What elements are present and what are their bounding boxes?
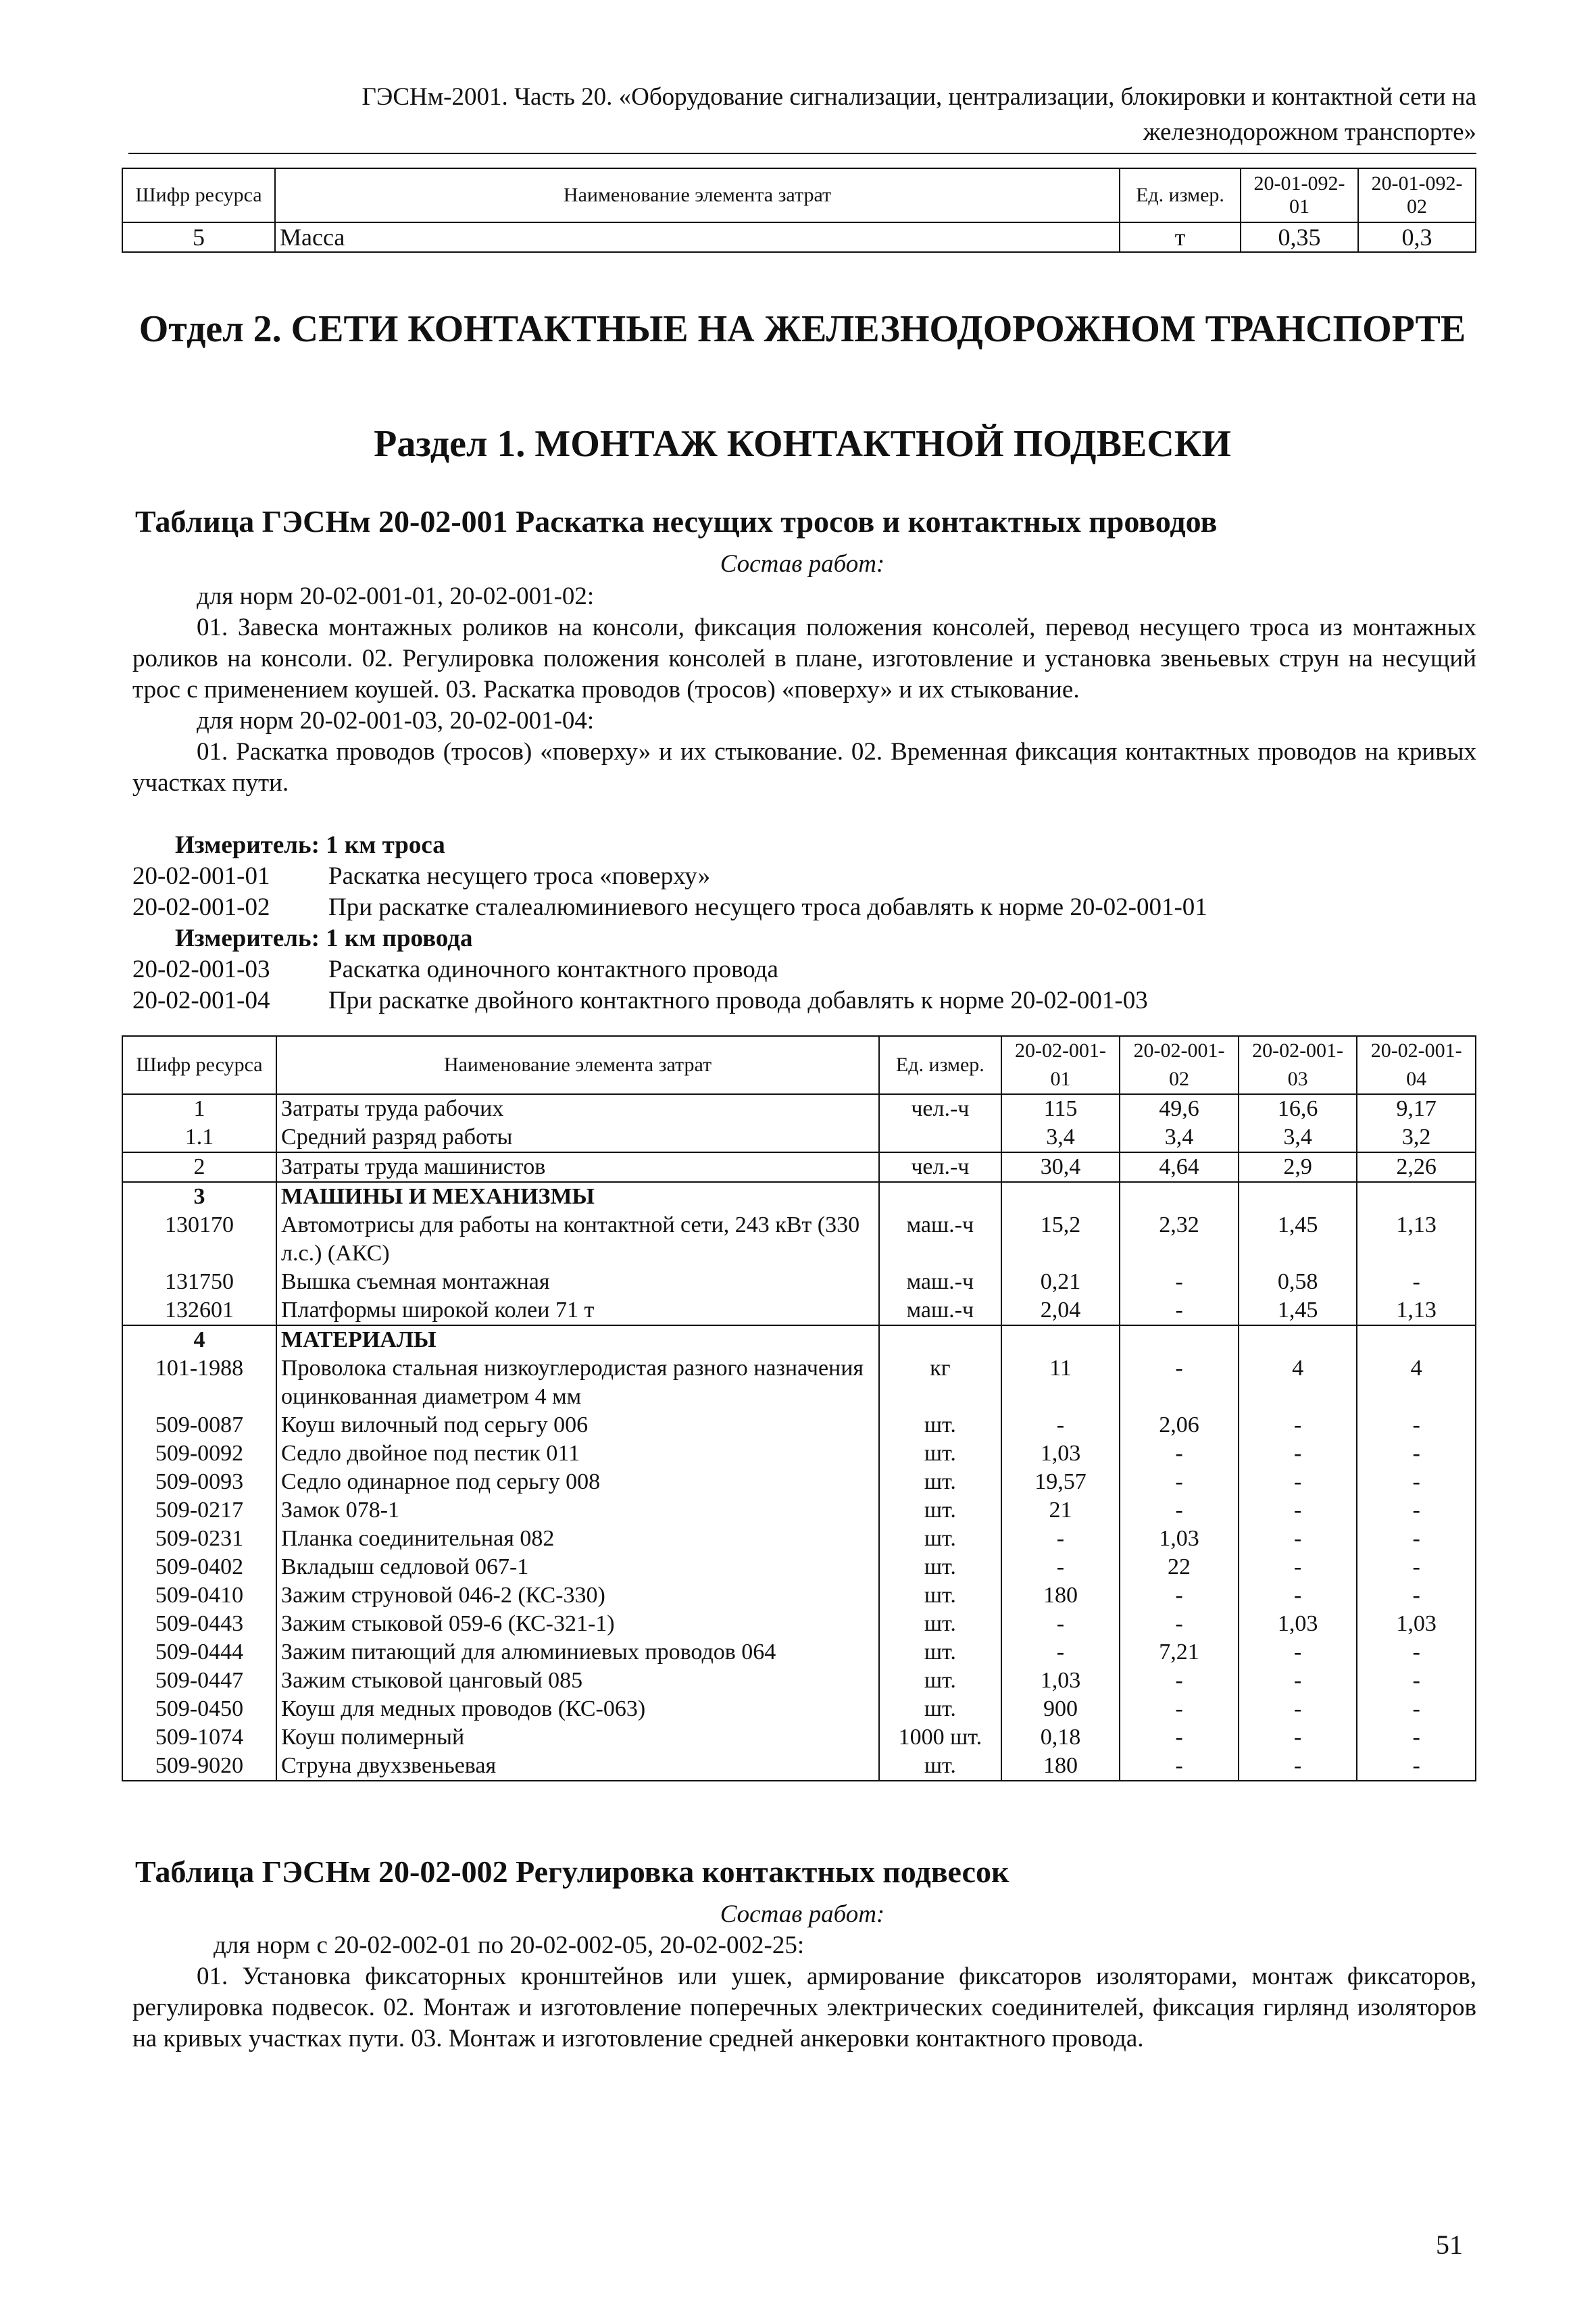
cell-value: 1,45 xyxy=(1239,1211,1357,1268)
cell-value: - xyxy=(1239,1667,1357,1695)
table-row xyxy=(122,1325,1476,1354)
col-name-header: Наименование элемента затрат xyxy=(275,168,1120,222)
cell-name: Зажим питающий для алюминиевых проводов 064 xyxy=(276,1638,879,1667)
cell-value: - xyxy=(1120,1439,1239,1468)
table-row xyxy=(122,1496,1476,1525)
cell-value: 900 xyxy=(1001,1695,1120,1723)
cell-value: - xyxy=(1357,1667,1476,1695)
cell-value: - xyxy=(1239,1581,1357,1610)
cell-empty xyxy=(1239,1182,1357,1211)
cell-value: 0,21 xyxy=(1001,1268,1120,1296)
cell-code: 130170 xyxy=(122,1211,276,1268)
cell-group-heading: МАТЕРИАЛЫ xyxy=(276,1325,879,1354)
cell-group-heading: МАШИНЫ И МЕХАНИЗМЫ xyxy=(276,1182,879,1211)
cell-value: 2,04 xyxy=(1001,1296,1120,1325)
cell-name: Зажим стыковой цанговый 085 xyxy=(276,1667,879,1695)
cell-value: - xyxy=(1357,1468,1476,1496)
cell-code: 509-1074 xyxy=(122,1723,276,1752)
cell-unit: чел.-ч xyxy=(879,1094,1001,1123)
cell-value: - xyxy=(1120,1268,1239,1296)
cell-value: - xyxy=(1357,1268,1476,1296)
cell-value: 4,64 xyxy=(1120,1152,1239,1182)
cell-code: 509-0443 xyxy=(122,1610,276,1638)
measure-label: Измеритель: 1 км провода xyxy=(175,925,473,952)
cell-value: 1,03 xyxy=(1120,1525,1239,1553)
cell-code: 4 xyxy=(122,1325,276,1354)
cell-value: - xyxy=(1120,1468,1239,1496)
running-header xyxy=(128,80,1476,150)
cell-name: Коуш полимерный xyxy=(276,1723,879,1752)
table2-works-1: 01. Установка фиксаторных кронштейнов или ушек, армирование фиксаторов изоляторами, монтаж фиксаторов, регулировка подвесок. 02. Монтаж и изготовление поперечных электрических соединителей, фиксация гирлянд изоляторов на кривых участках пути. 03. Монтаж и изготовление средней анкеровки контактного провода. xyxy=(132,1963,1476,2052)
cell-unit: шт. xyxy=(879,1439,1001,1468)
cell-value: 1,03 xyxy=(1357,1610,1476,1638)
cell-value: - xyxy=(1239,1411,1357,1439)
cell-unit: маш.-ч xyxy=(879,1296,1001,1325)
cell-value: - xyxy=(1357,1638,1476,1667)
cell-value: - xyxy=(1357,1723,1476,1752)
table-row xyxy=(122,1123,1476,1152)
cell-empty xyxy=(1120,1325,1239,1354)
table1-for-norms-2: для норм 20-02-001-03, 20-02-001-04: xyxy=(197,707,595,735)
norm-code: 20-02-001-03 xyxy=(132,956,270,983)
cell-code: 1.1 xyxy=(122,1123,276,1152)
table1-for-norms-1: для норм 20-02-001-01, 20-02-001-02: xyxy=(197,583,595,610)
cell-value: - xyxy=(1120,1610,1239,1638)
norm-code: 20-02-001-04 xyxy=(132,987,270,1014)
col-code-header: Шифр ресурса xyxy=(122,1036,276,1094)
cell-value: - xyxy=(1001,1638,1120,1667)
cell-value: - xyxy=(1120,1296,1239,1325)
cell-value: 3,2 xyxy=(1357,1123,1476,1152)
cell-code: 509-0093 xyxy=(122,1468,276,1496)
mass-table xyxy=(122,168,1476,253)
cell-value: - xyxy=(1239,1695,1357,1723)
cell-value: 3,4 xyxy=(1239,1123,1357,1152)
cell-value: 3,4 xyxy=(1120,1123,1239,1152)
cell-value: 2,32 xyxy=(1120,1211,1239,1268)
cell-unit: кг xyxy=(879,1354,1001,1411)
cell-value: 2,26 xyxy=(1357,1152,1476,1182)
cell-value: - xyxy=(1120,1723,1239,1752)
table-row xyxy=(122,1553,1476,1581)
cell-empty xyxy=(1239,1325,1357,1354)
norm-line xyxy=(132,954,1476,985)
cell-value: - xyxy=(1357,1581,1476,1610)
cell-value: - xyxy=(1120,1695,1239,1723)
cell-value: 2,06 xyxy=(1120,1411,1239,1439)
cell-code: 509-0217 xyxy=(122,1496,276,1525)
department-title: Отдел 2. СЕТИ КОНТАКТНЫЕ НА ЖЕЛЕЗНОДОРОЖНОМ ТРАНСПОРТЕ xyxy=(139,308,1466,350)
col-unit-header: Ед. измер. xyxy=(879,1036,1001,1094)
cell-code: 509-0450 xyxy=(122,1695,276,1723)
cell-value: 30,4 xyxy=(1001,1152,1120,1182)
table2-for-norms-1: для норм с 20-02-002-01 по 20-02-002-05, 20-02-002-25: xyxy=(214,1931,805,1959)
cell-name: Струна двухзвеньевая xyxy=(276,1752,879,1781)
cell-empty xyxy=(1001,1325,1120,1354)
table-row xyxy=(122,222,1476,252)
cell-empty xyxy=(1120,1182,1239,1211)
cell-name: Вкладыш седловой 067-1 xyxy=(276,1553,879,1581)
table-row xyxy=(122,1610,1476,1638)
cell-value: - xyxy=(1239,1638,1357,1667)
cell-value: - xyxy=(1239,1496,1357,1525)
col-norm-header: 20-02-001-04 xyxy=(1357,1036,1476,1094)
section-title: Раздел 1. МОНТАЖ КОНТАКТНОЙ ПОДВЕСКИ xyxy=(374,423,1231,465)
cell-empty xyxy=(879,1182,1001,1211)
table-row xyxy=(122,1354,1476,1411)
cell-value: - xyxy=(1239,1468,1357,1496)
col-unit-header: Ед. измер. xyxy=(1120,168,1241,222)
cell-code: 1 xyxy=(122,1094,276,1123)
cell-value: 4 xyxy=(1357,1354,1476,1411)
cell-value: 115 xyxy=(1001,1094,1120,1123)
cell-code: 5 xyxy=(122,222,275,252)
cell-unit: шт. xyxy=(879,1553,1001,1581)
resource-table xyxy=(122,1035,1476,1781)
cell-empty xyxy=(1001,1182,1120,1211)
cell-unit: шт. xyxy=(879,1496,1001,1525)
norm-line xyxy=(132,892,1476,923)
cell-value: - xyxy=(1001,1525,1120,1553)
cell-name: Замок 078-1 xyxy=(276,1496,879,1525)
cell-empty xyxy=(1357,1325,1476,1354)
cell-value: 0,35 xyxy=(1241,222,1358,252)
cell-name: Средний разряд работы xyxy=(276,1123,879,1152)
cell-name: Седло двойное под пестик 011 xyxy=(276,1439,879,1468)
col-norm-header: 20-01-092-02 xyxy=(1358,168,1476,222)
norm-text: При раскатке сталеалюминиевого несущего троса добавлять к норме 20-02-001-01 xyxy=(328,893,1207,921)
cell-name: Вышка съемная монтажная xyxy=(276,1268,879,1296)
cell-code: 509-9020 xyxy=(122,1752,276,1781)
cell-value: 4 xyxy=(1239,1354,1357,1411)
cell-value: 49,6 xyxy=(1120,1094,1239,1123)
cell-value: 1,03 xyxy=(1001,1439,1120,1468)
cell-value: - xyxy=(1239,1525,1357,1553)
cell-unit: шт. xyxy=(879,1638,1001,1667)
cell-empty xyxy=(879,1325,1001,1354)
table1-title: Таблица ГЭСНм 20-02-001 Раскатка несущих тросов и контактных проводов xyxy=(135,504,1218,539)
cell-code: 2 xyxy=(122,1152,276,1182)
norm-text: При раскатке двойного контактного провода добавлять к норме 20-02-001-03 xyxy=(328,987,1148,1014)
cell-value: - xyxy=(1001,1411,1120,1439)
table-row xyxy=(122,1468,1476,1496)
table-row xyxy=(122,1182,1476,1211)
cell-value: 21 xyxy=(1001,1496,1120,1525)
cell-code: 509-0402 xyxy=(122,1553,276,1581)
cell-code: 509-0231 xyxy=(122,1525,276,1553)
cell-name: Коуш вилочный под серьгу 006 xyxy=(276,1411,879,1439)
cell-value: 1,03 xyxy=(1239,1610,1357,1638)
table1-works-2: 01. Раскатка проводов (тросов) «поверху» и их стыкование. 02. Временная фиксация контактных проводов на кривых участках пути. xyxy=(132,738,1476,797)
norm-code: 20-02-001-02 xyxy=(132,893,270,921)
table-row xyxy=(122,1152,1476,1182)
norm-line xyxy=(132,861,1476,892)
table-row xyxy=(122,1525,1476,1553)
cell-value: - xyxy=(1239,1439,1357,1468)
cell-value: - xyxy=(1120,1667,1239,1695)
cell-code: 131750 xyxy=(122,1268,276,1296)
cell-value: 1,03 xyxy=(1001,1667,1120,1695)
table2-work-description xyxy=(132,1930,1476,2054)
cell-name: Затраты труда машинистов xyxy=(276,1152,879,1182)
cell-empty xyxy=(1357,1182,1476,1211)
cell-value: 1,13 xyxy=(1357,1211,1476,1268)
cell-value: 3,4 xyxy=(1001,1123,1120,1152)
cell-value: 19,57 xyxy=(1001,1468,1120,1496)
cell-unit: шт. xyxy=(879,1525,1001,1553)
cell-name: Проволока стальная низкоуглеродистая разного назначения оцинкованная диаметром 4 мм xyxy=(276,1354,879,1411)
table-row xyxy=(122,1581,1476,1610)
col-norm-header: 20-02-001-01 xyxy=(1001,1036,1120,1094)
cell-value: 0,58 xyxy=(1239,1268,1357,1296)
cell-value: - xyxy=(1120,1354,1239,1411)
cell-name: Масса xyxy=(275,222,1120,252)
cell-unit: маш.-ч xyxy=(879,1211,1001,1268)
norm-text: Раскатка несущего троса «поверху» xyxy=(328,862,711,890)
cell-value: 9,17 xyxy=(1357,1094,1476,1123)
cell-value: - xyxy=(1239,1553,1357,1581)
cell-unit: чел.-ч xyxy=(879,1152,1001,1182)
cell-value: - xyxy=(1001,1553,1120,1581)
cell-name: Автомотрисы для работы на контактной сети, 243 кВт (330 л.с.) (АКС) xyxy=(276,1211,879,1268)
col-norm-header: 20-01-092-01 xyxy=(1241,168,1358,222)
cell-name: Планка соединительная 082 xyxy=(276,1525,879,1553)
cell-value: - xyxy=(1001,1610,1120,1638)
cell-code: 509-0092 xyxy=(122,1439,276,1468)
cell-value: 1,45 xyxy=(1239,1296,1357,1325)
table2-title: Таблица ГЭСНм 20-02-002 Регулировка контактных подвесок xyxy=(135,1854,1009,1889)
cell-code: 509-0444 xyxy=(122,1638,276,1667)
cell-value: - xyxy=(1357,1496,1476,1525)
measure-label: Измеритель: 1 км троса xyxy=(175,831,445,859)
cell-value: - xyxy=(1357,1752,1476,1781)
cell-value: 180 xyxy=(1001,1752,1120,1781)
running-header-line2: железнодорожном транспорте» xyxy=(1143,118,1476,146)
cell-code: 132601 xyxy=(122,1296,276,1325)
col-name-header: Наименование элемента затрат xyxy=(276,1036,879,1094)
cell-unit xyxy=(879,1123,1001,1152)
col-norm-header: 20-02-001-03 xyxy=(1239,1036,1357,1094)
cell-value: 7,21 xyxy=(1120,1638,1239,1667)
cell-value: 2,9 xyxy=(1239,1152,1357,1182)
cell-value: 180 xyxy=(1001,1581,1120,1610)
cell-code: 509-0447 xyxy=(122,1667,276,1695)
cell-value: - xyxy=(1357,1411,1476,1439)
page-number: 51 xyxy=(1436,2230,1463,2260)
norm-text: Раскатка одиночного контактного провода xyxy=(328,956,778,983)
norm-line xyxy=(132,985,1476,1016)
cell-value: - xyxy=(1357,1553,1476,1581)
cell-unit: шт. xyxy=(879,1695,1001,1723)
table1-work-composition-label: Состав работ: xyxy=(720,550,885,578)
cell-value: - xyxy=(1357,1525,1476,1553)
cell-value: 15,2 xyxy=(1001,1211,1120,1268)
table-row xyxy=(122,1296,1476,1325)
table-row xyxy=(122,1411,1476,1439)
cell-unit: шт. xyxy=(879,1752,1001,1781)
cell-unit: шт. xyxy=(879,1581,1001,1610)
table-row xyxy=(122,1667,1476,1695)
cell-name: Седло одинарное под серьгу 008 xyxy=(276,1468,879,1496)
cell-unit: шт. xyxy=(879,1610,1001,1638)
table1-work-description xyxy=(132,581,1476,799)
cell-code: 509-0410 xyxy=(122,1581,276,1610)
norm-code: 20-02-001-01 xyxy=(132,862,270,890)
cell-value: - xyxy=(1357,1439,1476,1468)
cell-name: Платформы широкой колеи 71 т xyxy=(276,1296,879,1325)
cell-unit: т xyxy=(1120,222,1241,252)
cell-value: 16,6 xyxy=(1239,1094,1357,1123)
col-norm-header: 20-02-001-02 xyxy=(1120,1036,1239,1094)
header-rule xyxy=(128,153,1476,154)
cell-unit: шт. xyxy=(879,1411,1001,1439)
cell-unit: шт. xyxy=(879,1468,1001,1496)
cell-name: Затраты труда рабочих xyxy=(276,1094,879,1123)
table-row xyxy=(122,1695,1476,1723)
cell-value: 0,18 xyxy=(1001,1723,1120,1752)
cell-name: Зажим струновой 046-2 (КС-330) xyxy=(276,1581,879,1610)
running-header-line1: ГЭСНм-2001. Часть 20. «Оборудование сигнализации, централизации, блокировки и контактной сети на xyxy=(361,83,1476,111)
cell-name: Зажим стыковой 059-6 (КС-321-1) xyxy=(276,1610,879,1638)
table-row xyxy=(122,1094,1476,1123)
cell-unit: 1000 шт. xyxy=(879,1723,1001,1752)
table-row xyxy=(122,1723,1476,1752)
cell-name: Коуш для медных проводов (КС-063) xyxy=(276,1695,879,1723)
cell-unit: шт. xyxy=(879,1667,1001,1695)
table-row xyxy=(122,1211,1476,1268)
table-row xyxy=(122,1752,1476,1781)
cell-value: 22 xyxy=(1120,1553,1239,1581)
cell-value: 11 xyxy=(1001,1354,1120,1411)
cell-value: - xyxy=(1239,1723,1357,1752)
cell-code: 509-0087 xyxy=(122,1411,276,1439)
cell-code: 101-1988 xyxy=(122,1354,276,1411)
table1-works-1: 01. Завеска монтажных роликов на консоли, фиксация положения консолей, перевод несущего троса из монтажных роликов на консоли. 02. Регулировка положения консолей в плане, изготовление и установка звеньевых струн на несущий трос с применением коушей. 03. Раскатка проводов (тросов) «поверху» и их стыкование. xyxy=(132,614,1476,704)
cell-value: - xyxy=(1120,1581,1239,1610)
table2-work-composition-label: Состав работ: xyxy=(720,1900,885,1928)
table-row xyxy=(122,1439,1476,1468)
table-row xyxy=(122,1638,1476,1667)
cell-unit: маш.-ч xyxy=(879,1268,1001,1296)
table1-norm-list xyxy=(132,830,1476,1016)
cell-value: - xyxy=(1239,1752,1357,1781)
cell-value: - xyxy=(1120,1496,1239,1525)
table-row xyxy=(122,1268,1476,1296)
cell-code: 3 xyxy=(122,1182,276,1211)
cell-value: 0,3 xyxy=(1358,222,1476,252)
cell-value: 1,13 xyxy=(1357,1296,1476,1325)
col-code-header: Шифр ресурса xyxy=(122,168,275,222)
cell-value: - xyxy=(1357,1695,1476,1723)
cell-value: - xyxy=(1120,1752,1239,1781)
